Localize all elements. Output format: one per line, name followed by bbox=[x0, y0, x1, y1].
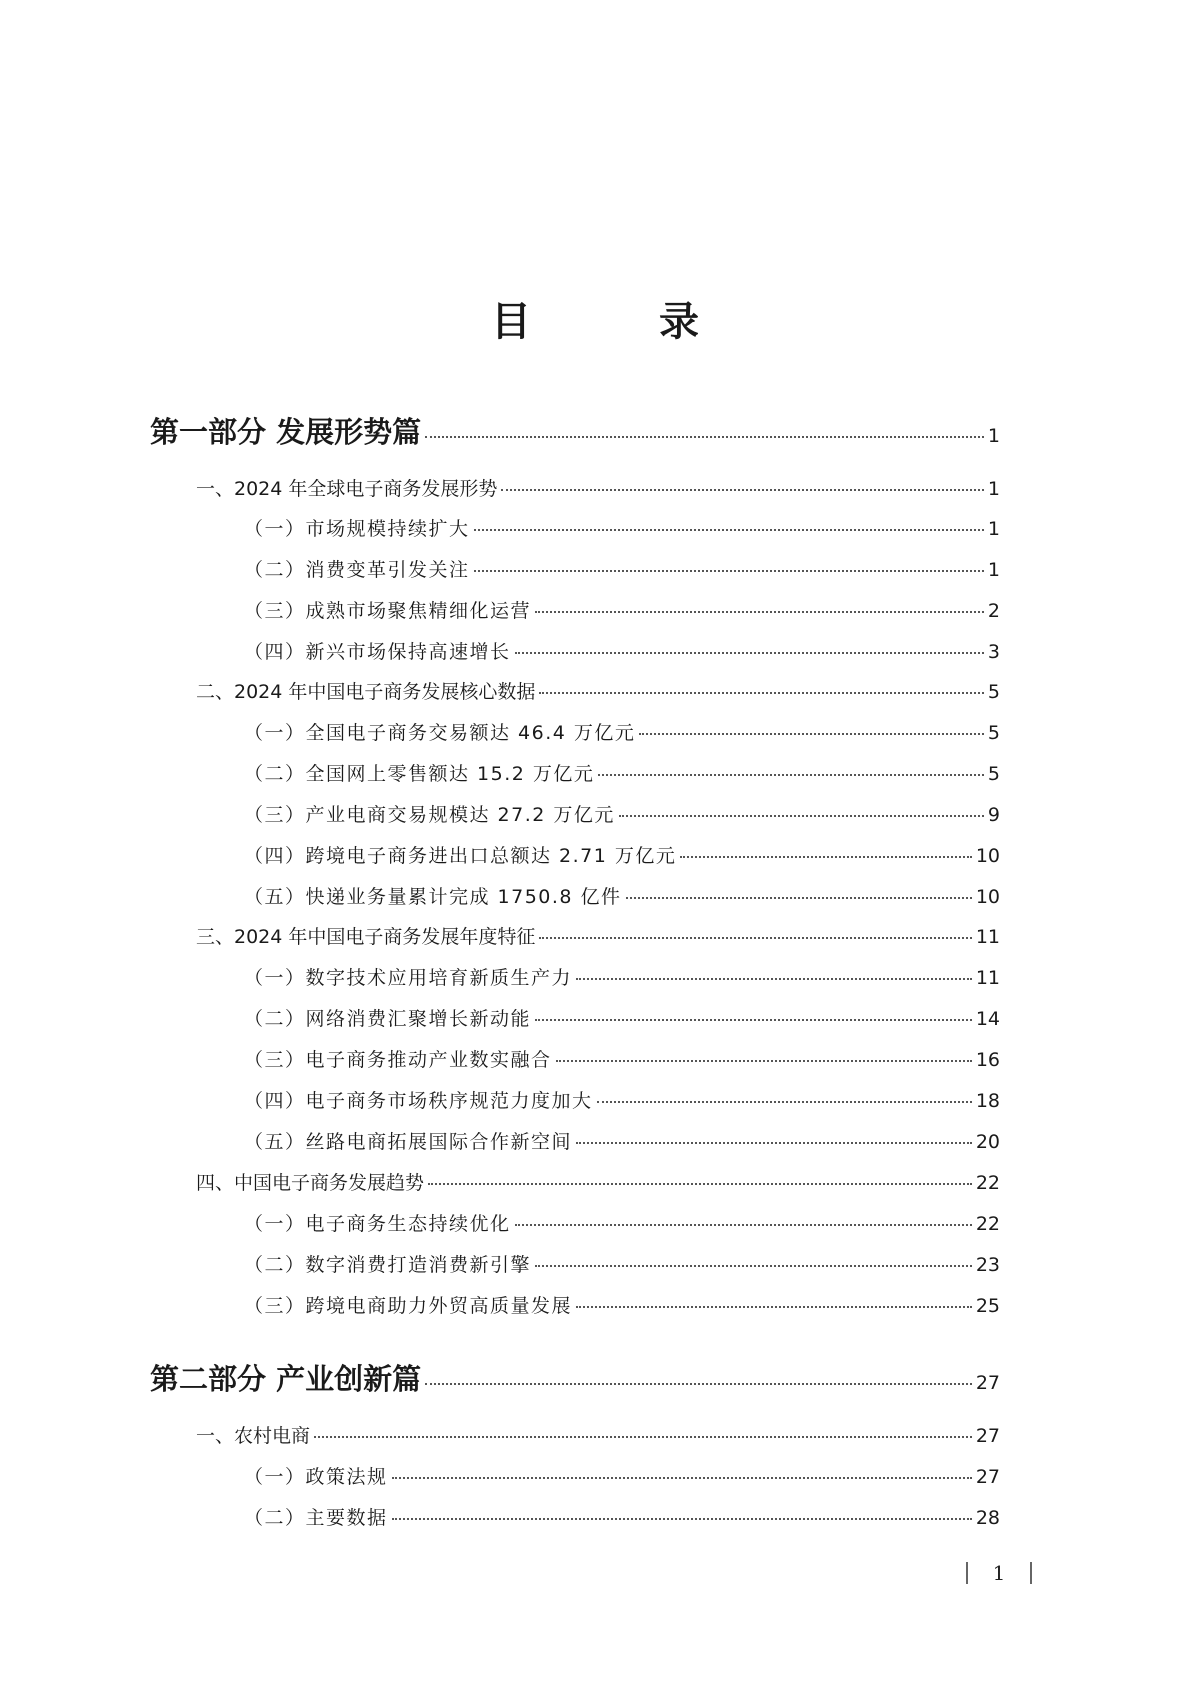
toc-page-number: 5 bbox=[987, 681, 1000, 703]
toc-page-number: 9 bbox=[987, 804, 1000, 826]
toc-leader-dots bbox=[535, 611, 984, 613]
toc-subsection-1-2-2[interactable] bbox=[244, 759, 1000, 786]
toc-leader-dots bbox=[474, 570, 984, 572]
toc-section-1-3[interactable] bbox=[196, 922, 1000, 949]
toc-page-number: 27 bbox=[975, 1372, 1000, 1394]
toc-leader-dots bbox=[576, 978, 972, 980]
toc-subsection-1-1-3[interactable] bbox=[244, 596, 1000, 623]
toc-leader-dots bbox=[619, 815, 984, 817]
toc-page-number: 5 bbox=[987, 722, 1000, 744]
toc-entry-title: （四）新兴市场保持高速增长 bbox=[244, 641, 511, 663]
toc-subsection-1-1-2[interactable] bbox=[244, 555, 1000, 582]
toc-page-number: 11 bbox=[975, 967, 1000, 989]
toc-subsection-1-1-1[interactable] bbox=[244, 514, 1000, 541]
toc-leader-dots bbox=[639, 733, 984, 735]
toc-subsection-1-1-4[interactable] bbox=[244, 637, 1000, 664]
toc-leader-dots bbox=[314, 1436, 972, 1438]
toc-leader-dots bbox=[474, 529, 984, 531]
toc-entry-title: （二）主要数据 bbox=[244, 1507, 388, 1529]
toc-page-number: 25 bbox=[975, 1295, 1000, 1317]
toc-entry-title: （三）成熟市场聚焦精细化运营 bbox=[244, 600, 532, 622]
toc-subsection-1-3-2[interactable] bbox=[244, 1004, 1000, 1031]
toc-entry-title: （三）跨境电商助力外贸高质量发展 bbox=[244, 1295, 573, 1317]
toc-part-1[interactable] bbox=[150, 410, 1000, 451]
toc-entry-title: （一）数字技术应用培育新质生产力 bbox=[244, 967, 573, 989]
toc-leader-dots bbox=[626, 897, 972, 899]
toc-entry-title: （五）快递业务量累计完成 1750.8 亿件 bbox=[244, 886, 622, 908]
toc-page-number: 28 bbox=[975, 1507, 1000, 1529]
toc-entry-title: （三）产业电商交易规模达 27.2 万亿元 bbox=[244, 804, 615, 826]
toc-subsection-2-1-1[interactable] bbox=[244, 1462, 1000, 1489]
footer-right-bar bbox=[1030, 1562, 1032, 1584]
toc-leader-dots bbox=[501, 489, 984, 491]
toc-entry-title: 第二部分 产业创新篇 bbox=[150, 1362, 422, 1396]
page-title: 目 录 bbox=[491, 298, 743, 345]
toc-page-number: 23 bbox=[975, 1254, 1000, 1276]
toc-entry-title: 一、2024 年全球电子商务发展形势 bbox=[196, 478, 498, 500]
toc-entry-title: 第一部分 发展形势篇 bbox=[150, 415, 422, 449]
toc-leader-dots bbox=[680, 856, 971, 858]
toc-page-number: 27 bbox=[975, 1425, 1000, 1447]
toc-entry-title: （二）消费变革引发关注 bbox=[244, 559, 470, 581]
footer-page-number: 1 bbox=[992, 1561, 1006, 1585]
toc-subsection-1-4-2[interactable] bbox=[244, 1250, 1000, 1277]
toc-section-1-4[interactable] bbox=[196, 1168, 1000, 1195]
toc-page-number: 1 bbox=[987, 478, 1000, 500]
toc-page-number: 5 bbox=[987, 763, 1000, 785]
toc-entry-title: 四、中国电子商务发展趋势 bbox=[196, 1172, 425, 1194]
toc-page-number: 11 bbox=[975, 926, 1000, 948]
page-footer bbox=[966, 1558, 1032, 1588]
toc-section-1-2[interactable] bbox=[196, 677, 1000, 704]
toc-entry-title: （一）电子商务生态持续优化 bbox=[244, 1213, 511, 1235]
toc-section-2-1[interactable] bbox=[196, 1421, 1000, 1448]
footer-left-bar bbox=[966, 1562, 968, 1584]
toc-subsection-1-2-4[interactable] bbox=[244, 841, 1000, 868]
toc-leader-dots bbox=[535, 1265, 972, 1267]
toc-leader-dots bbox=[576, 1306, 972, 1308]
toc-entry-title: （五）丝路电商拓展国际合作新空间 bbox=[244, 1131, 573, 1153]
toc-entry-title: （二）网络消费汇聚增长新动能 bbox=[244, 1008, 532, 1030]
toc-leader-dots bbox=[539, 692, 984, 694]
toc-leader-dots bbox=[392, 1477, 972, 1479]
toc-leader-dots bbox=[428, 1183, 972, 1185]
toc-page-number: 1 bbox=[987, 518, 1000, 540]
toc-entry-title: 三、2024 年中国电子商务发展年度特征 bbox=[196, 926, 536, 948]
toc-leader-dots bbox=[425, 436, 984, 438]
toc-leader-dots bbox=[425, 1383, 972, 1385]
toc-page-number: 16 bbox=[975, 1049, 1000, 1071]
toc-entry-title: （三）电子商务推动产业数实融合 bbox=[244, 1049, 552, 1071]
toc-subsection-1-3-4[interactable] bbox=[244, 1086, 1000, 1113]
toc-leader-dots bbox=[556, 1060, 972, 1062]
toc-subsection-2-1-2[interactable] bbox=[244, 1503, 1000, 1530]
toc-page-number: 20 bbox=[975, 1131, 1000, 1153]
toc-page-number: 1 bbox=[987, 559, 1000, 581]
toc-subsection-1-3-1[interactable] bbox=[244, 963, 1000, 990]
toc-page-number: 2 bbox=[987, 600, 1000, 622]
toc-page-number: 10 bbox=[975, 886, 1000, 908]
toc-subsection-1-4-3[interactable] bbox=[244, 1291, 1000, 1318]
toc-leader-dots bbox=[535, 1019, 972, 1021]
toc-page-number: 10 bbox=[975, 845, 1000, 867]
toc-entry-title: （一）全国电子商务交易额达 46.4 万亿元 bbox=[244, 722, 636, 744]
toc-subsection-1-3-3[interactable] bbox=[244, 1045, 1000, 1072]
toc-subsection-1-2-1[interactable] bbox=[244, 718, 1000, 745]
toc-section-1-1[interactable] bbox=[196, 474, 1000, 501]
toc-subsection-1-2-3[interactable] bbox=[244, 800, 1000, 827]
toc-subsection-1-2-5[interactable] bbox=[244, 882, 1000, 909]
toc-leader-dots bbox=[576, 1142, 972, 1144]
toc-page-number: 18 bbox=[975, 1090, 1000, 1112]
toc-entry-title: （二）全国网上零售额达 15.2 万亿元 bbox=[244, 763, 595, 785]
toc-entry-title: 二、2024 年中国电子商务发展核心数据 bbox=[196, 681, 536, 703]
toc-entry-title: （二）数字消费打造消费新引擎 bbox=[244, 1254, 532, 1276]
toc-page-number: 14 bbox=[975, 1008, 1000, 1030]
toc-entry-title: （一）市场规模持续扩大 bbox=[244, 518, 470, 540]
toc-entry-title: （四）跨境电子商务进出口总额达 2.71 万亿元 bbox=[244, 845, 677, 867]
toc-page-number: 22 bbox=[975, 1172, 1000, 1194]
toc-part-2[interactable] bbox=[150, 1357, 1000, 1398]
toc-page-number: 27 bbox=[975, 1466, 1000, 1488]
toc-subsection-1-3-5[interactable] bbox=[244, 1127, 1000, 1154]
toc-subsection-1-4-1[interactable] bbox=[244, 1209, 1000, 1236]
toc-leader-dots bbox=[515, 652, 984, 654]
toc-page-number: 3 bbox=[987, 641, 1000, 663]
toc-leader-dots bbox=[392, 1518, 972, 1520]
toc-entry-title: （四）电子商务市场秩序规范力度加大 bbox=[244, 1090, 593, 1112]
toc-page-number: 22 bbox=[975, 1213, 1000, 1235]
toc-entry-title: 一、农村电商 bbox=[196, 1425, 311, 1447]
toc-leader-dots bbox=[515, 1224, 972, 1226]
toc-page-number: 1 bbox=[987, 425, 1000, 447]
toc-leader-dots bbox=[539, 937, 971, 939]
toc-entry-title: （一）政策法规 bbox=[244, 1466, 388, 1488]
toc-leader-dots bbox=[598, 774, 984, 776]
toc-leader-dots bbox=[597, 1101, 972, 1103]
